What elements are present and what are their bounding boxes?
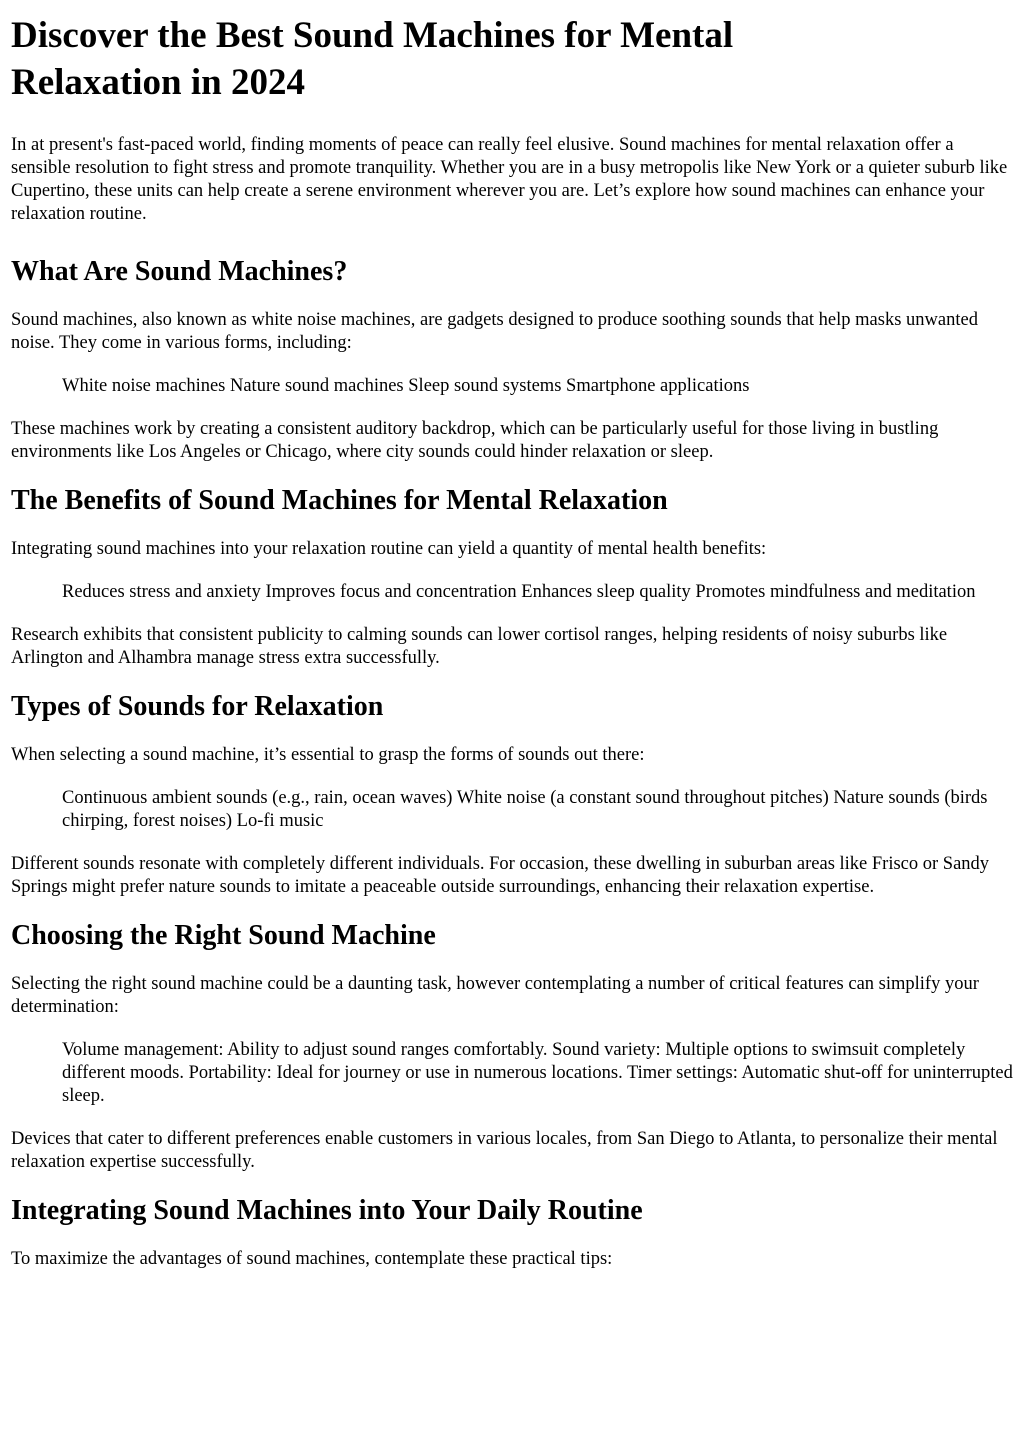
- section-benefits: [11, 484, 1014, 670]
- section-heading: The Benefits of Sound Machines for Mental Relaxation: [11, 485, 668, 516]
- section-paragraph: When selecting a sound machine, it’s essential to grasp the forms of sounds out there:: [11, 745, 645, 765]
- section-heading: Types of Sounds for Relaxation: [11, 691, 384, 722]
- section-list: Continuous ambient sounds (e.g., rain, ocean waves) White noise (a constant sound throughout pitches) Nature sounds (birds chirping, forest noises) Lo-fi music: [62, 788, 988, 831]
- section-integrating: [11, 1194, 1014, 1271]
- intro-paragraph: In at present's fast-paced world, finding moments of peace can really feel elusive. Sound machines for mental relaxation offer a sensible resolution to fight stress and promote tranquility. Whether you are in a busy metropolis like New York or a quieter suburb like Cupertino, these units can help create a serene environment wherever you are. Let’s explore how sound machines can enhance your relaxation routine.: [11, 135, 1008, 224]
- section-paragraph: Research exhibits that consistent publicity to calming sounds can lower cortisol ranges, helping residents of noisy suburbs like Arlington and Alhambra manage stress extra successfully.: [11, 625, 948, 668]
- section-heading: What Are Sound Machines?: [11, 256, 348, 287]
- section-heading: Choosing the Right Sound Machine: [11, 920, 436, 951]
- section-paragraph: Different sounds resonate with completely different individuals. For occasion, these dwelling in suburban areas like Frisco or Sandy Springs might prefer nature sounds to imitate a peaceable outside surroundings, enhancing their relaxation expertise.: [11, 854, 990, 897]
- section-list: White noise machines Nature sound machines Sleep sound systems Smartphone applications: [62, 376, 750, 396]
- section-paragraph: Selecting the right sound machine could be a daunting task, however contemplating a number of critical features can simplify your determination:: [11, 974, 979, 1017]
- section-paragraph: Devices that cater to different preferences enable customers in various locales, from San Diego to Atlanta, to personalize their mental relaxation expertise successfully.: [11, 1129, 998, 1172]
- page-title: Discover the Best Sound Machines for Mental Relaxation in 2024: [11, 15, 734, 103]
- section-paragraph: Integrating sound machines into your relaxation routine can yield a quantity of mental health benefits:: [11, 539, 767, 559]
- section-paragraph: These machines work by creating a consistent auditory backdrop, which can be particularly useful for those living in bustling environments like Los Angeles or Chicago, where city sounds could hinder relaxation or sleep.: [11, 419, 939, 462]
- section-heading: Integrating Sound Machines into Your Daily Routine: [11, 1195, 643, 1226]
- section-what-are-sound-machines: [11, 255, 1014, 464]
- section-types-of-sounds: [11, 690, 1014, 899]
- section-paragraph: To maximize the advantages of sound machines, contemplate these practical tips:: [11, 1249, 613, 1269]
- section-list: Volume management: Ability to adjust sound ranges comfortably. Sound variety: Multiple options to swimsuit completely different moods. Portability: Ideal for journey or use in numerous locations. Timer settings: Automatic shut-off for uninterrupted sleep.: [62, 1040, 1013, 1106]
- section-paragraph: Sound machines, also known as white noise machines, are gadgets designed to produce soothing sounds that help masks unwanted noise. They come in various forms, including:: [11, 310, 978, 353]
- section-list: Reduces stress and anxiety Improves focus and concentration Enhances sleep quality Promotes mindfulness and meditation: [62, 582, 976, 602]
- section-choosing: [11, 919, 1014, 1174]
